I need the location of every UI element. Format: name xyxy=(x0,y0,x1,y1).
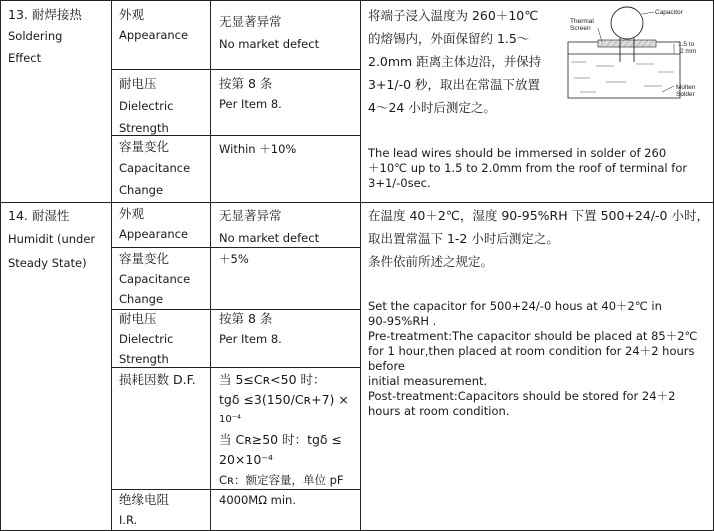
table-border-top xyxy=(0,0,714,1)
label-screen: Screen xyxy=(570,25,591,32)
item13-capacitance-label: 容量变化 Capacitance Change xyxy=(119,139,191,197)
item14-ir-req: 4000MΩ min. xyxy=(219,493,296,507)
item14-desc-en: Set the capacitor for 500+24/-0 hous at 40＋2℃ in 90-95%RH . Pre-treatment:The capacitor should be placed at 85＋2℃ for 1 hour,then placed at room condition for 24＋2 hours before initial measurement. Post-treatment:Capacitors should be stored for 24＋2 hours at room condition. xyxy=(368,299,698,418)
label-dim1: 1.5 to xyxy=(678,41,695,48)
label-capacitor: Capacitor xyxy=(655,9,683,16)
item14-label: 14. 耐湿性 Humidit (under Steady State) xyxy=(8,208,96,270)
item13-label: 13. 耐焊接热 Soldering Effect xyxy=(8,7,82,65)
item13-capacitance-req: Within ＋10% xyxy=(219,142,297,156)
item13-dielectric-label: 耐电压 Dielectric Strength xyxy=(119,76,174,135)
item14-desc-zh: 在温度 40＋2℃，湿度 90-95%RH 下置 500+24/-0 小时， 取出置常温下 1-2 小时后测定之。 条件依前所述之规定。 xyxy=(368,208,709,269)
table-border-left xyxy=(0,0,1,531)
item13-dielectric-req: 按第 8 条 Per Item 8. xyxy=(219,76,282,111)
col-divider xyxy=(111,0,112,531)
soldering-diagram xyxy=(566,6,711,100)
item14-capacitance-label: 容量变化 Capacitance Change xyxy=(119,251,191,306)
item14-dielectric-req: 按第 8 条 Per Item 8. xyxy=(219,311,282,346)
col-divider xyxy=(210,0,211,531)
item13-desc-en: The lead wires should be immersed in solder of 260 ＋10℃ up to 1.5 to 2.0mm from the roof of terminal for 3+1/-0sec. xyxy=(368,146,688,190)
capacitor-body xyxy=(611,7,643,39)
item14-ir-label: 绝缘电阻 I.R. xyxy=(119,492,170,527)
label-solder: Solder xyxy=(676,91,695,98)
item13-appearance-req: 无显著异常 No market defect xyxy=(219,14,320,51)
item14-df-label: 损耗因数 D.F. xyxy=(119,372,196,387)
item14-df-req: 当 5≤Cʀ<50 时： tgδ ≤3(150/Cʀ+7) × 10⁻⁴ 当 Cʀ≥50 时：tgδ ≤ 20×10⁻⁴ Cʀ：额定容量，单位 pF xyxy=(219,372,349,487)
row-divider xyxy=(111,69,360,70)
col-divider xyxy=(360,0,361,531)
label-thermal: Thermal xyxy=(570,18,594,25)
item14-capacitance-req: ＋5% xyxy=(219,252,249,266)
solder-bath xyxy=(568,42,680,98)
row-divider-items xyxy=(0,202,714,203)
item13-desc-zh: 将端子浸入温度为 260＋10℃ 的熔锡内，外面保留约 1.5～ 2.0mm 距离主体边沿，并保持 3+1/-0 秒，取出在常温下放置 4～24 小时后测定之。 xyxy=(368,8,542,115)
label-dim2: 2 mm xyxy=(680,48,697,55)
item13-appearance-label: 外观 Appearance xyxy=(119,7,189,42)
item14-appearance-label: 外观 Appearance xyxy=(119,206,189,241)
item14-appearance-req: 无显著异常 No market defect xyxy=(219,208,320,245)
item14-dielectric-label: 耐电压 Dielectric Strength xyxy=(119,311,174,366)
label-molten: Molten xyxy=(676,84,696,91)
